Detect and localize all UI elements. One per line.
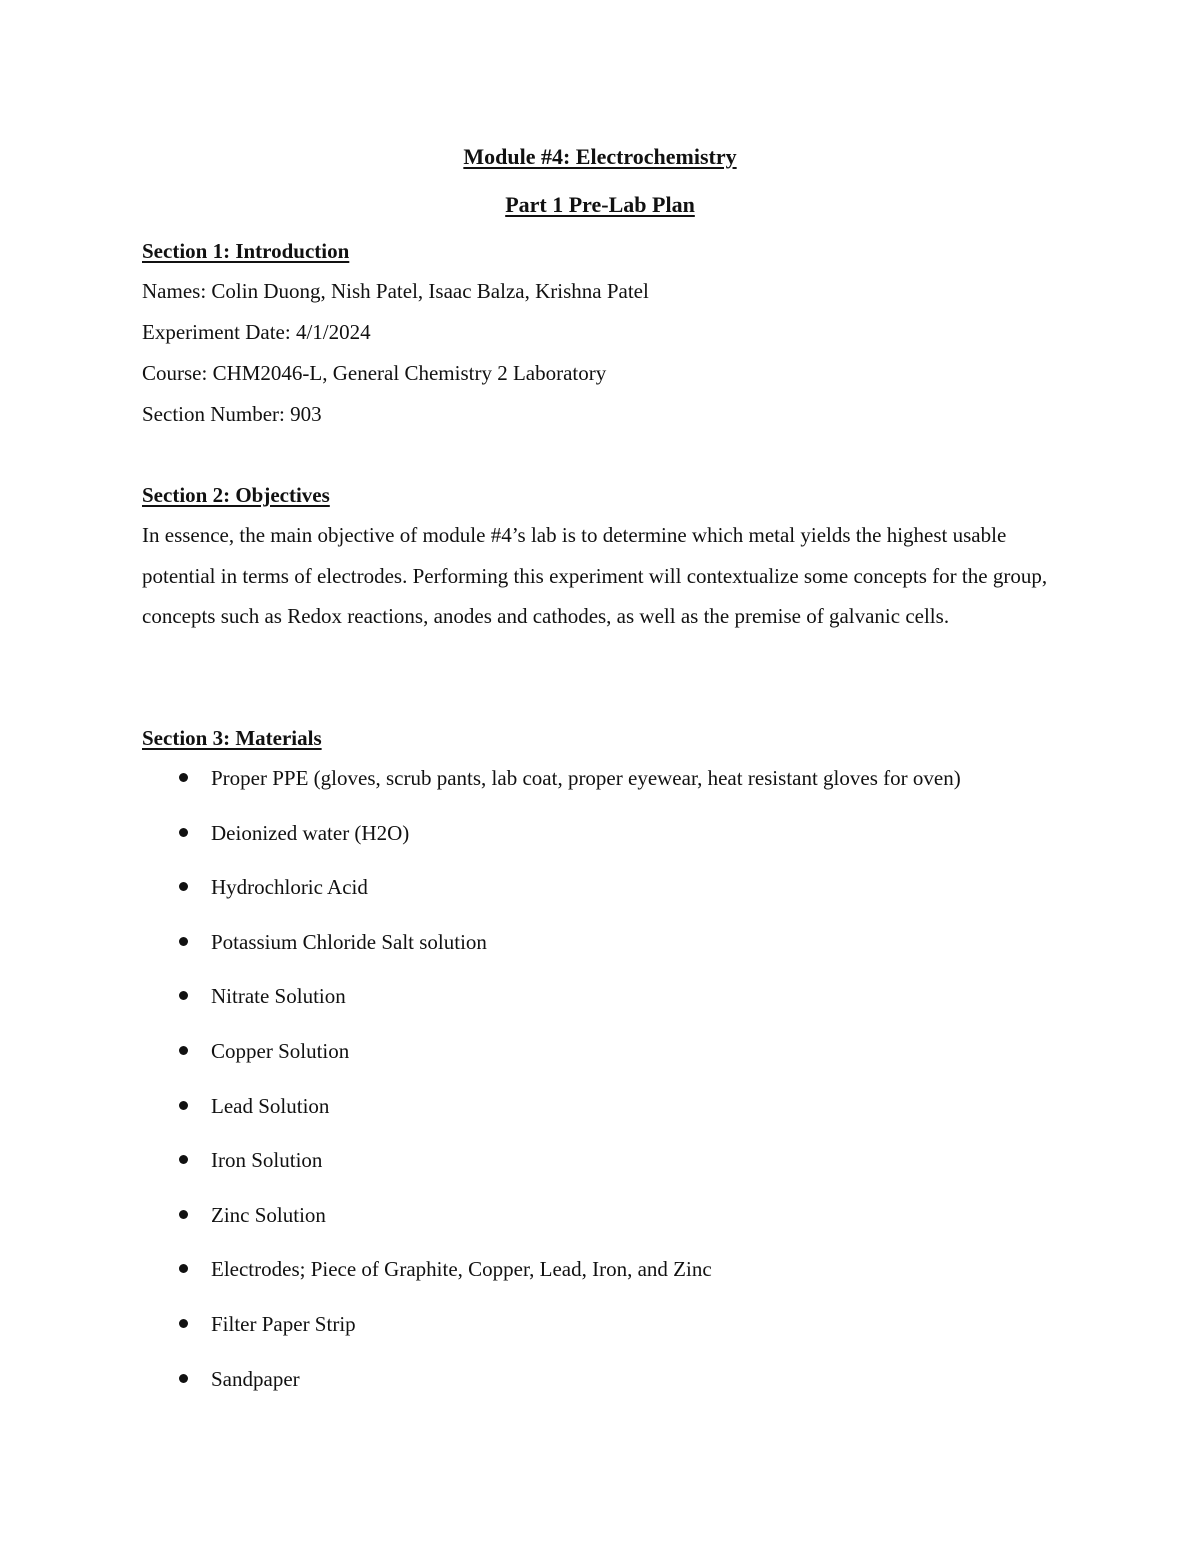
material-text: Copper Solution — [211, 1038, 350, 1063]
names-line: Names: Colin Duong, Nish Patel, Isaac Balza, Krishna Patel — [142, 279, 649, 303]
material-text: Nitrate Solution — [211, 984, 346, 1009]
materials-list — [142, 758, 1062, 1413]
list-item — [142, 1140, 1062, 1195]
list-item — [142, 758, 1062, 813]
list-item — [142, 1086, 1062, 1141]
list-item — [142, 922, 1062, 977]
bullet-icon — [179, 1374, 188, 1383]
section-number-line: Section Number: 903 — [142, 402, 322, 426]
list-item — [142, 1359, 1062, 1414]
section-materials-heading: Section 3: Materials — [142, 726, 322, 750]
bullet-icon — [179, 882, 188, 891]
material-text: Hydrochloric Acid — [211, 875, 368, 900]
material-text: Potassium Chloride Salt solution — [211, 929, 487, 954]
bullet-icon — [179, 1319, 188, 1328]
list-item — [142, 867, 1062, 922]
bullet-icon — [179, 991, 188, 1000]
material-text: Sandpaper — [211, 1366, 300, 1391]
material-text: Filter Paper Strip — [211, 1311, 356, 1336]
bullet-icon — [179, 1210, 188, 1219]
document-title: Module #4: Electrochemistry — [463, 144, 737, 169]
document-subtitle: Part 1 Pre-Lab Plan — [505, 192, 695, 217]
list-item — [142, 976, 1062, 1031]
objectives-paragraph: In essence, the main objective of module #4’s lab is to determine which metal yields the highest usable potential in terms of electrodes. Performing this experiment will contextualize some concepts for the group, concepts such as Redox reactions, anodes and cathodes, as well as the premise of galvanic cells. — [142, 523, 1048, 628]
section-introduction — [142, 231, 1062, 435]
bullet-icon — [179, 1155, 188, 1164]
list-item — [142, 1304, 1062, 1359]
bullet-icon — [179, 1101, 188, 1110]
list-item — [142, 813, 1062, 868]
material-text: Proper PPE (gloves, scrub pants, lab coat, proper eyewear, heat resistant gloves for oven) — [211, 766, 961, 790]
experiment-date-line: Experiment Date: 4/1/2024 — [142, 320, 371, 344]
material-text: Lead Solution — [211, 1093, 330, 1118]
section-objectives-heading: Section 2: Objectives — [142, 483, 330, 507]
section-objectives — [142, 475, 1062, 637]
material-text: Iron Solution — [211, 1148, 323, 1173]
course-line: Course: CHM2046-L, General Chemistry 2 Laboratory — [142, 361, 607, 385]
section-materials — [142, 718, 1062, 1413]
bullet-icon — [179, 828, 188, 837]
section-introduction-heading: Section 1: Introduction — [142, 239, 350, 263]
material-text: Zinc Solution — [211, 1202, 326, 1227]
material-text: Electrodes; Piece of Graphite, Copper, Lead, Iron, and Zinc — [211, 1257, 712, 1282]
bullet-icon — [179, 773, 188, 782]
bullet-icon — [179, 1264, 188, 1273]
list-item — [142, 1249, 1062, 1304]
list-item — [142, 1195, 1062, 1250]
bullet-icon — [179, 937, 188, 946]
bullet-icon — [179, 1046, 188, 1055]
material-text: Deionized water (H2O) — [211, 820, 410, 845]
list-item — [142, 1031, 1062, 1086]
